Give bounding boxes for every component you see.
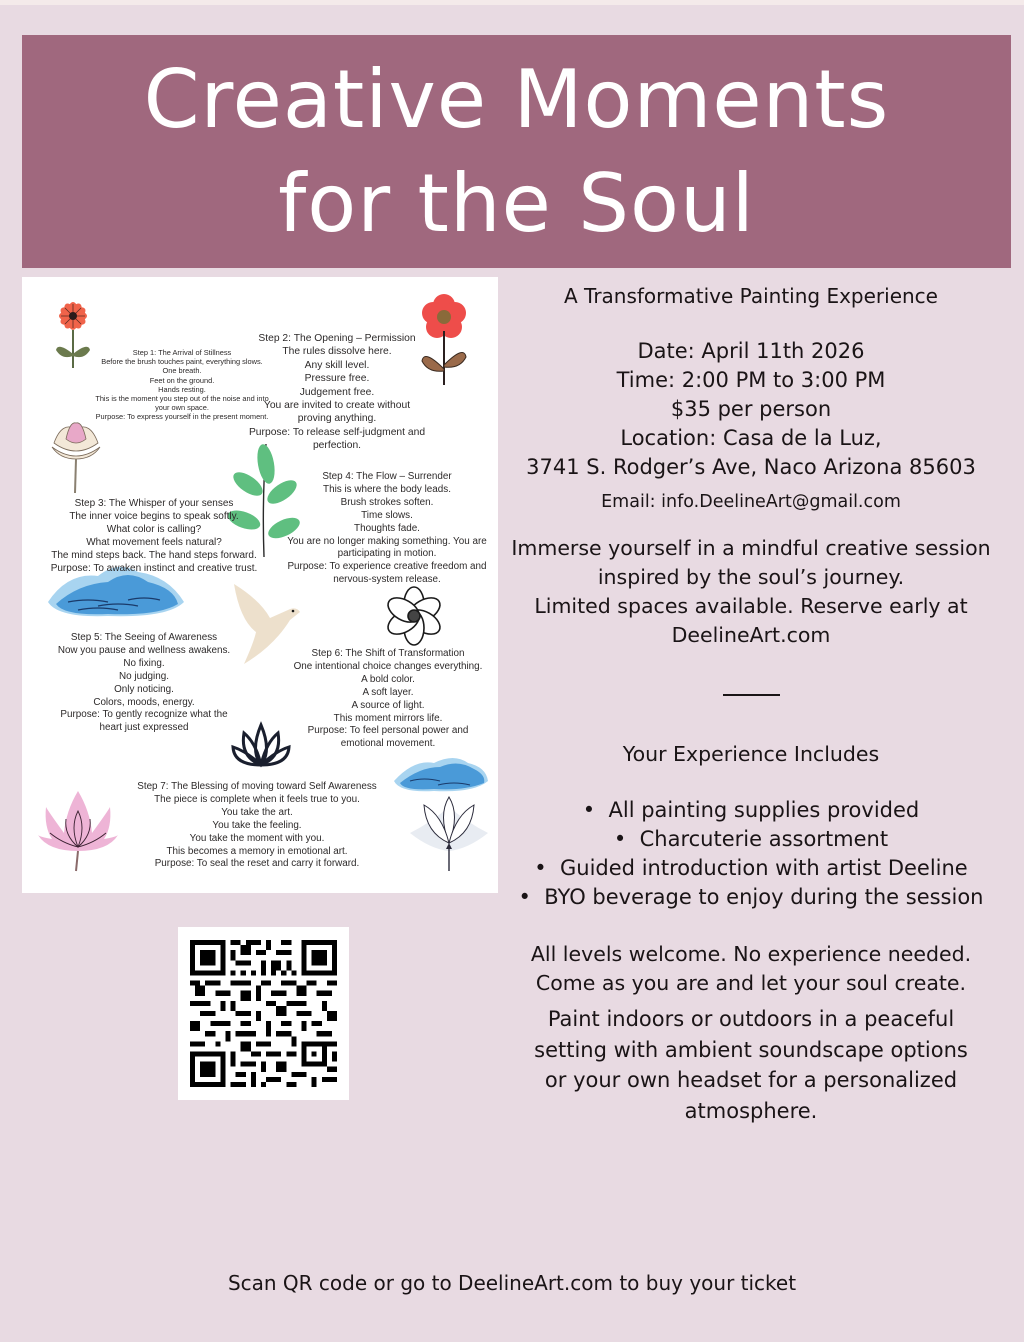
event-email[interactable]: Email: info.DeelineArt@gmail.com xyxy=(601,492,901,512)
step-line: This becomes a memory in emotional art. xyxy=(166,845,348,857)
step-line: Before the brush touches paint, everything slows. xyxy=(101,357,263,367)
step-line: You take the moment with you. xyxy=(189,832,325,844)
step-2 xyxy=(242,332,432,453)
setting-line: or your own headset for a personalized xyxy=(544,1068,958,1092)
intro-line: inspired by the soul’s journey. xyxy=(597,565,905,589)
includes-item: • Charcuterie assortment xyxy=(505,825,997,854)
step-7 xyxy=(127,781,387,871)
step-line: The rules dissolve here. xyxy=(282,346,392,358)
page-title xyxy=(144,48,890,256)
step-title: Step 5: The Seeing of Awareness xyxy=(70,632,218,643)
steps-card xyxy=(22,277,498,893)
step-line: participating in motion. xyxy=(337,548,437,560)
step-line: Pressure free. xyxy=(304,373,370,385)
top-strip xyxy=(0,0,1024,5)
step-line: A soft layer. xyxy=(362,686,414,698)
step-line: This moment mirrors life. xyxy=(333,712,443,724)
step-line: This is the moment you step out of the noise and into xyxy=(95,394,269,404)
step-title: Step 4: The Flow – Surrender xyxy=(322,471,452,482)
step-line: A source of light. xyxy=(351,699,425,711)
step-line: No fixing. xyxy=(123,657,165,669)
step-line: Only noticing. xyxy=(114,683,174,695)
event-location: Location: Casa de la Luz, xyxy=(620,426,882,450)
includes-item: • BYO beverage to enjoy during the session xyxy=(505,883,997,912)
step-line: No judging. xyxy=(119,670,169,682)
includes-item: • Guided introduction with artist Deeline xyxy=(505,854,997,883)
step-title: Step 2: The Opening – Permission xyxy=(258,333,416,344)
step-purpose: heart just expressed xyxy=(99,722,189,734)
white-flower-outline-icon xyxy=(384,584,444,648)
includes-item: • All painting supplies provided xyxy=(505,796,997,825)
step-3 xyxy=(44,498,264,575)
step-purpose: Purpose: To gently recognize what the xyxy=(60,709,228,721)
step-line: Now you pause and wellness awakens. xyxy=(57,644,231,656)
setting-text xyxy=(505,1004,997,1126)
event-intro xyxy=(505,534,997,650)
step-title: Step 3: The Whisper of your senses xyxy=(74,498,234,509)
includes-list xyxy=(505,796,997,912)
step-purpose: perfection. xyxy=(312,440,362,452)
step-purpose: Purpose: To experience creative freedom and xyxy=(287,561,487,573)
setting-line: setting with ambient soundscape options xyxy=(534,1037,968,1062)
website-link[interactable]: DeelineArt.com xyxy=(671,623,831,647)
step-title: Step 1: The Arrival of Stillness xyxy=(132,348,232,357)
intro-line: Limited spaces available. Reserve early at xyxy=(534,594,968,618)
step-line: Colors, moods, energy. xyxy=(93,696,195,708)
step-purpose: Purpose: To feel personal power and xyxy=(307,725,469,737)
step-line: You are invited to create without xyxy=(263,400,411,412)
step-line: The piece is complete when it feels true to you. xyxy=(154,793,360,805)
step-6 xyxy=(278,648,498,751)
intro-line: Immerse yourself in a mindful creative session xyxy=(511,536,991,560)
blue-mountain-water-small-icon xyxy=(394,753,488,793)
step-4 xyxy=(278,471,496,587)
step-title: Step 6: The Shift of Transformation xyxy=(311,648,465,659)
event-date: Date: April 11th 2026 xyxy=(637,339,865,363)
title-banner xyxy=(22,35,1011,268)
step-purpose: emotional movement. xyxy=(340,738,436,750)
step-line: Hands resting. xyxy=(158,384,206,394)
event-details xyxy=(505,280,997,1126)
step-line: Brush strokes soften. xyxy=(340,496,434,508)
qr-code-icon xyxy=(190,940,337,1087)
welcome-text xyxy=(505,940,997,998)
step-line: Time slows. xyxy=(361,509,413,521)
step-line: Thoughts fade. xyxy=(354,522,420,534)
event-address: 3741 S. Rodger’s Ave, Naco Arizona 85603 xyxy=(526,455,976,479)
welcome-line: Come as you are and let your soul create. xyxy=(535,971,967,995)
step-line: This is where the body leads. xyxy=(323,483,451,495)
qr-code[interactable] xyxy=(178,927,349,1100)
setting-line: atmosphere. xyxy=(684,1098,818,1123)
step-title: Step 7: The Blessing of moving toward Self Awareness xyxy=(137,781,377,792)
pink-lotus-bud-icon xyxy=(48,419,104,495)
setting-line: Paint indoors or outdoors in a peaceful xyxy=(547,1007,955,1031)
step-purpose: nervous-system release. xyxy=(333,574,441,586)
footer-cta: Scan QR code or go to DeelineArt.com to buy your ticket xyxy=(227,1271,797,1295)
step-purpose: Purpose: To release self-judgment and xyxy=(248,426,426,438)
step-purpose: Purpose: To express yourself in the present moment. xyxy=(95,412,269,422)
step-line: A bold color. xyxy=(361,673,415,685)
step-line: One breath. xyxy=(162,366,202,376)
pink-lotus-icon xyxy=(38,787,118,873)
white-lotus-icon xyxy=(408,793,490,873)
step-line: The mind steps back. The hand steps forward. xyxy=(51,549,257,561)
step-line: proving anything. xyxy=(297,413,377,425)
step-line: You take the art. xyxy=(221,806,293,818)
step-line: Judgement free. xyxy=(299,386,375,398)
step-line: What color is calling? xyxy=(106,523,202,535)
step-line: your own space. xyxy=(155,403,209,413)
step-line: What movement feels natural? xyxy=(86,536,222,548)
event-time: Time: 2:00 PM to 3:00 PM xyxy=(616,368,886,392)
welcome-line: All levels welcome. No experience needed. xyxy=(530,942,972,966)
step-line: Feet on the ground. xyxy=(149,375,215,385)
step-purpose: Purpose: To awaken instinct and creative trust. xyxy=(50,562,258,574)
step-line: One intentional choice changes everything. xyxy=(293,660,483,672)
event-price: $35 per person xyxy=(670,397,832,421)
title-line-1: Creative Moments xyxy=(143,52,890,146)
step-line: You take the feeling. xyxy=(212,819,302,831)
step-5 xyxy=(44,632,244,735)
step-line: Any skill level. xyxy=(304,359,370,371)
event-subtitle: A Transformative Painting Experience xyxy=(564,284,938,308)
step-purpose: Purpose: To seal the reset and carry it forward. xyxy=(154,858,360,870)
title-line-2: for the Soul xyxy=(278,156,755,250)
event-info xyxy=(505,337,997,482)
divider xyxy=(723,694,780,696)
step-line: You are no longer making something. You are xyxy=(287,535,487,547)
includes-title: Your Experience Includes xyxy=(622,742,880,766)
step-line: The inner voice begins to speak softly. xyxy=(69,510,239,522)
